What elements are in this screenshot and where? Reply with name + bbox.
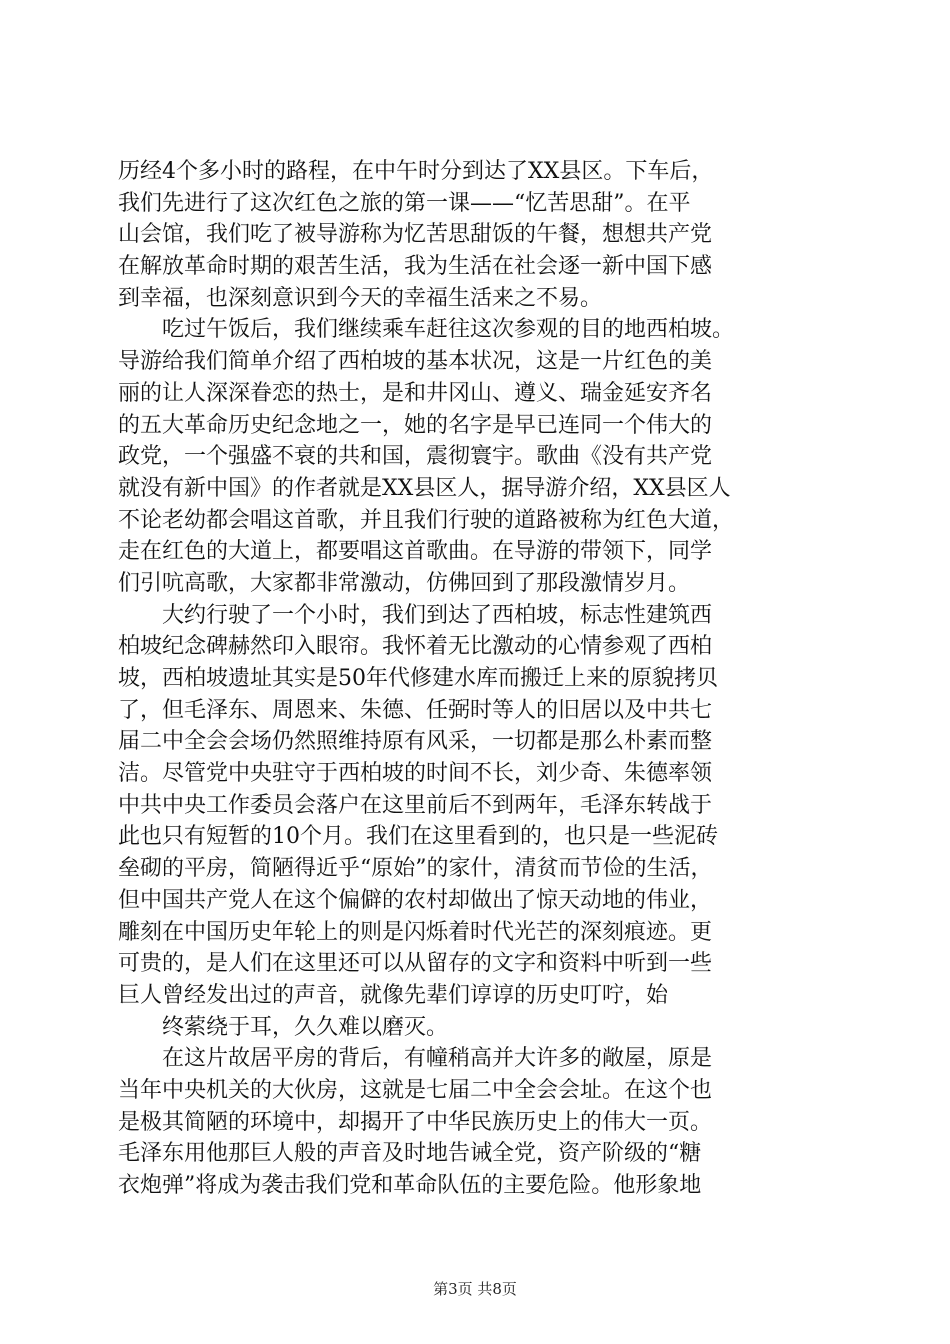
- document-body: [118, 156, 838, 1202]
- text-line: 山会馆，我们吃了被导游称为忆苦思甜饭的午餐，想想共产党: [118, 222, 713, 248]
- text-line: 巨人曾经发出过的声音，就像先辈们谆谆的历史叮咛，始: [118, 982, 669, 1008]
- text-line: 丽的让人深深眷恋的热士，是和井冈山、遵义、瑞金延安齐名: [118, 380, 713, 406]
- text-line: 垒砌的平房，简陋得近乎“原始”的家什，清贫而节俭的生活，: [118, 856, 713, 882]
- text-line: 不论老幼都会唱这首歌，并且我们行驶的道路被称为红色大道，: [118, 507, 735, 533]
- text-line: 到幸福，也深刻意识到今天的幸福生活来之不易。: [118, 285, 603, 311]
- text-line: 雕刻在中国历史年轮上的则是闪烁着时代光芒的深刻痕迹。更: [118, 919, 713, 945]
- text-line: 毛泽东用他那巨人般的声音及时地告诫全党，资产阶级的“糖: [118, 1141, 702, 1167]
- text-line: 走在红色的大道上，都要唱这首歌曲。在导游的带领下，同学: [118, 539, 713, 565]
- text-line: 当年中央机关的大伙房，这就是七届二中全会会址。在这个也: [118, 1077, 713, 1103]
- text-line: 届二中全会会场仍然照维持原有风采，一切都是那么朴素而整: [118, 729, 713, 755]
- text-line: 此也只有短暂的10个月。我们在这里看到的，也只是一些泥砖: [118, 824, 718, 850]
- text-line: 大约行驶了一个小时，我们到达了西柏坡，标志性建筑西: [118, 602, 713, 628]
- text-line: 可贵的，是人们在这里还可以从留存的文字和资料中听到一些: [118, 951, 713, 977]
- text-line: 在解放革命时期的艰苦生活，我为生活在社会逐一新中国下感: [118, 254, 713, 280]
- text-line: 的五大革命历史纪念地之一，她的名字是早已连同一个伟大的: [118, 412, 713, 438]
- text-line: 坡，西柏坡遗址其实是50年代修建水库而搬迁上来的原貌拷贝: [118, 666, 718, 691]
- text-line: 在这片故居平房的背后，有幢稍高并大许多的敞屋，原是: [118, 1046, 713, 1072]
- text-line: 政党，一个强盛不衰的共和国，震彻寰宇。歌曲《没有共产党: [118, 444, 713, 470]
- text-line: 导游给我们简单介绍了西柏坡的基本状况，这是一片红色的美: [118, 349, 713, 375]
- text-line: 我们先进行了这次红色之旅的第一课——“忆苦思甜”。在平: [118, 190, 691, 216]
- text-line: 但中国共产党人在这个偏僻的农村却做出了惊天动地的伟业，: [118, 887, 713, 913]
- text-line: 了，但毛泽东、周恩来、朱德、任弼时等人的旧居以及中共七: [118, 697, 713, 723]
- text-line: 吃过午饭后，我们继续乘车赶往这次参观的目的地西柏坡。: [118, 317, 735, 343]
- text-line: 中共中央工作委员会落户在这里前后不到两年，毛泽东转战于: [118, 792, 713, 818]
- text-line: 是极其简陋的环境中，却揭开了中华民族历史上的伟大一页。: [118, 1109, 713, 1135]
- text-line: 就没有新中国》的作者就是XX县区人，据导游介绍，XX县区人: [118, 475, 731, 501]
- text-line: 衣炮弹”将成为袭击我们党和革命队伍的主要危险。他形象地: [118, 1173, 702, 1198]
- page-number-footer: 第3页 共8页: [433, 1280, 517, 1298]
- text-line: 历经4个多小时的路程，在中午时分到达了XX县区。下车后，: [118, 159, 714, 184]
- text-line: 柏坡纪念碑赫然印入眼帘。我怀着无比激动的心情参观了西柏: [118, 634, 713, 660]
- text-line: 洁。尽管党中央驻守于西柏坡的时间不长，刘少奇、朱德率领: [118, 761, 713, 787]
- text-line: 们引吭高歌，大家都非常激动，仿佛回到了那段激情岁月。: [118, 570, 691, 596]
- text-line: 终萦绕于耳，久久难以磨灭。: [118, 1014, 449, 1040]
